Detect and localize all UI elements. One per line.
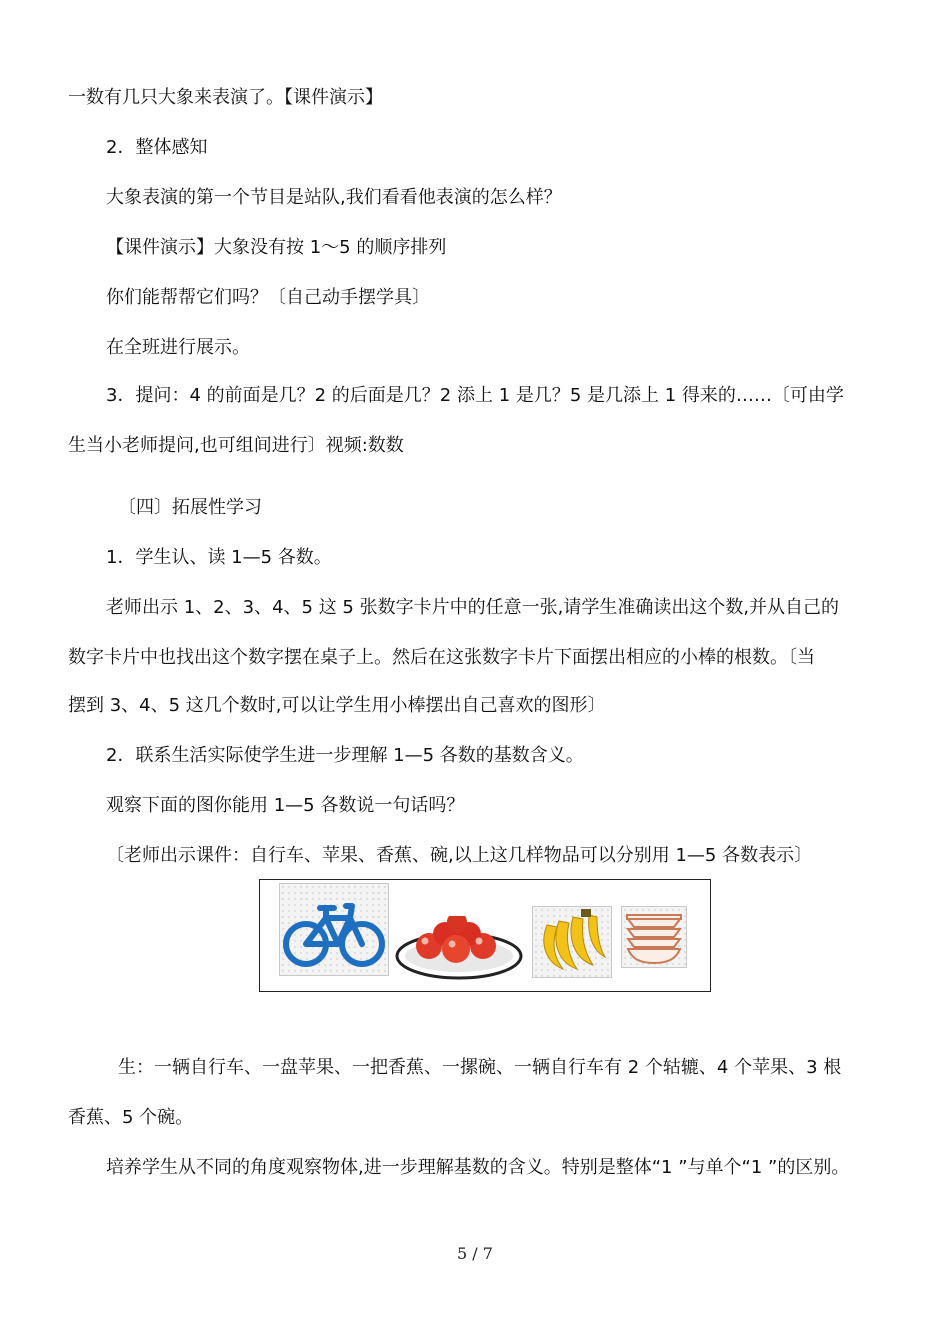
paragraph-intro-tail: 一数有几只大象来表演了。【课件演示】	[68, 87, 383, 108]
heading-overall-perception: 2．整体感知	[106, 137, 208, 158]
paragraph-elephant-lineup: 大象表演的第一个节目是站队,我们看看他表演的怎么样？	[106, 187, 562, 208]
paragraph-observe-prompt: 观察下面的图你能用 1—5 各数说一句话吗？	[106, 795, 465, 816]
paragraph-help-question: 你们能帮帮它们吗？〔自己动手摆学具〕	[106, 287, 430, 308]
heading-extended-learning: 〔四〕拓展性学习	[118, 497, 262, 518]
paragraph-cardinal-meaning: 培养学生从不同的角度观察物体,进一步理解基数的含义。特别是整体“1 ”与单个“1 ”的区别。	[106, 1157, 850, 1178]
paragraph-cards-line3: 摆到 3、4、5 这几个数时,可以让学生用小棒摆出自己喜欢的图形〕	[68, 695, 606, 716]
paragraph-teacher-courseware: 〔老师出示课件：自行车、苹果、香蕉、碗,以上这几样物品可以分别用 1—5 各数表示〕	[106, 845, 813, 866]
paragraph-student-answer-line2: 香蕉、5 个碗。	[68, 1107, 194, 1128]
heading-real-life: 2．联系生活实际使学生进一步理解 1—5 各数的基数含义。	[106, 745, 584, 766]
heading-read-numbers: 1．学生认、读 1—5 各数。	[106, 547, 332, 568]
banana-bunch-icon	[532, 906, 612, 978]
paragraph-cards-line1: 老师出示 1、2、3、4、5 这 5 张数字卡片中的任意一张,请学生准确读出这个数,并从自己的	[106, 597, 840, 618]
paragraph-class-show: 在全班进行展示。	[106, 337, 250, 358]
bowl-stack-icon	[621, 906, 687, 968]
apple-plate-icon	[393, 916, 525, 982]
bicycle-icon	[279, 883, 389, 976]
paragraph-questions-line2: 生当小老师提问,也可组间进行〕视频:数数	[68, 435, 404, 456]
paragraph-courseware-demo: 【课件演示】大象没有按 1～5 的顺序排列	[106, 237, 447, 258]
paragraph-questions-line1: 3．提问：4 的前面是几？2 的后面是几？2 添上 1 是几？5 是几添上 1 得来的……〔可由学	[106, 385, 844, 406]
objects-figure	[259, 879, 711, 992]
paragraph-student-answer-line1: 生：一辆自行车、一盘苹果、一把香蕉、一摞碗、一辆自行车有 2 个轱辘、4 个苹果、3 根	[118, 1057, 842, 1078]
paragraph-cards-line2: 数字卡片中也找出这个数字摆在桌子上。然后在这张数字卡片下面摆出相应的小棒的根数。〔当	[68, 647, 815, 668]
page-number: 5 / 7	[457, 1244, 493, 1263]
